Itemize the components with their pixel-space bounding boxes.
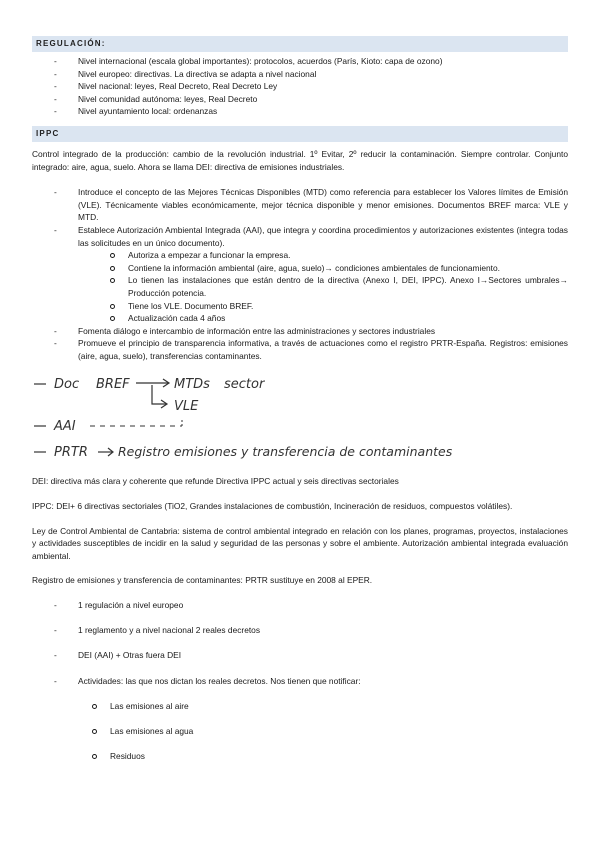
list-item: - Nivel ayuntamiento local: ordenanzas (32, 105, 568, 118)
hand-mtds: MTDs (174, 377, 210, 393)
list-item: - Nivel europeo: directivas. La directiva se adapta a nivel nacional (32, 68, 568, 81)
regulacion-list (32, 55, 568, 118)
paragraph-ley-cantabria: Ley de Control Ambiental de Cantabria: sistema de control ambiental integrado en relación con los planes, programas, proyectos, instalaciones y actividades susceptibles de incidir en la salud y seguridad de las personas y sobre el ambiente. Autorización ambiental integrada evaluación ambiental. (32, 525, 568, 561)
section-header-regulacion: REGULACIÓN: (32, 36, 568, 52)
list-item: - 1 reglamento y a nivel nacional 2 reales decretos (32, 624, 568, 637)
sublist-item: Contiene la información ambiental (aire, agua, suelo)→ condiciones ambientales de funcionamiento. (78, 262, 568, 275)
sublist-item: Las emisiones al aire (32, 700, 568, 713)
hand-branch-arrow (152, 385, 166, 404)
handwritten-notes (32, 368, 568, 463)
sublist-item: Residuos (32, 750, 568, 763)
list-item (32, 224, 568, 325)
list-item: - Nivel nacional: leyes, Real Decreto, Real Decreto Ley (32, 80, 568, 93)
list-item: - Introduce el concepto de las Mejores Técnicas Disponibles (MTD) como referencia para establecer los Valores límites de Emisión (VLE). Técnicamente viables económicamente, mejor técnica disponible y menor emisiones. Documentos BREF marca: VLE y MTD. (32, 186, 568, 224)
list-item: - Fomenta diálogo e intercambio de información entre las administraciones y sectores industriales (32, 325, 568, 338)
section-header-ippc: IPPC (32, 126, 568, 142)
list-item: - Nivel comunidad autónoma: leyes, Real Decreto (32, 93, 568, 106)
ippc-list (32, 186, 568, 362)
sublist-item: Lo tienen las instalaciones que están dentro de la directiva (Anexo I, DEI, IPPC). Anexo I→Sectores umbrales→ Producción potencia. (78, 274, 568, 299)
sublist-item: Tiene los VLE. Documento BREF. (78, 300, 568, 313)
registro-list (32, 599, 568, 687)
sublist-item: Actualización cada 4 años (78, 312, 568, 325)
hand-registro: Registro emisiones y transferencia de contaminantes (118, 444, 453, 460)
list-item-text: Establece Autorización Ambiental Integrada (AAI), que integra y coordina procedimientos y autorizaciones existentes (integra todas las solicitudes en un único documento). (78, 224, 568, 248)
ippc-sublist (78, 249, 568, 325)
list-item: - DEI (AAI) + Otras fuera DEI (32, 649, 568, 662)
hand-aai: AAI (54, 419, 76, 435)
hand-doc: Doc (54, 377, 80, 393)
document-page (32, 36, 568, 775)
hand-prtr: PRTR (54, 445, 88, 461)
paragraph-registro: Registro de emisiones y transferencia de contaminantes: PRTR sustituye en 2008 al EPER. (32, 575, 373, 586)
paragraph-dei: DEI: directiva más clara y coherente que refunde Directiva IPPC actual y seis directivas sectoriales (32, 476, 399, 487)
ippc-intro: Control integrado de la producción: cambio de la revolución industrial. 1º Evitar, 2º reducir la contaminación. Siempre controlar. Conjunto integrado: aire, agua, suelo. Ahora se llama DEI: directiva de emisiones industriales. (32, 148, 568, 172)
sublist-item: Las emisiones al agua (32, 725, 568, 738)
hand-vle: VLE (174, 399, 199, 415)
paragraph-ippc-dei: IPPC: DEI+ 6 directivas sectoriales (TiO2, Grandes instalaciones de combustión, Incineración de residuos, compuestos volátiles). (32, 501, 513, 512)
list-item: - 1 regulación a nivel europeo (32, 599, 568, 612)
list-item: - Actividades: las que nos dictan los reales decretos. Nos tienen que notificar: (32, 675, 568, 688)
registro-sublist (32, 700, 568, 763)
list-item: - Nivel internacional (escala global importantes): protocolos, acuerdos (París, Kioto: capa de ozono) (32, 55, 568, 68)
hand-bref: BREF (96, 377, 130, 393)
sublist-item: Autoriza a empezar a funcionar la empresa. (78, 249, 568, 262)
list-item: - Promueve el principio de transparencia informativa, a través de actuaciones como el registro PRTR-España. Registros: emisiones (aire, agua, suelo), transferencias contaminantes. (32, 337, 568, 362)
hand-sector: sector (224, 377, 265, 393)
